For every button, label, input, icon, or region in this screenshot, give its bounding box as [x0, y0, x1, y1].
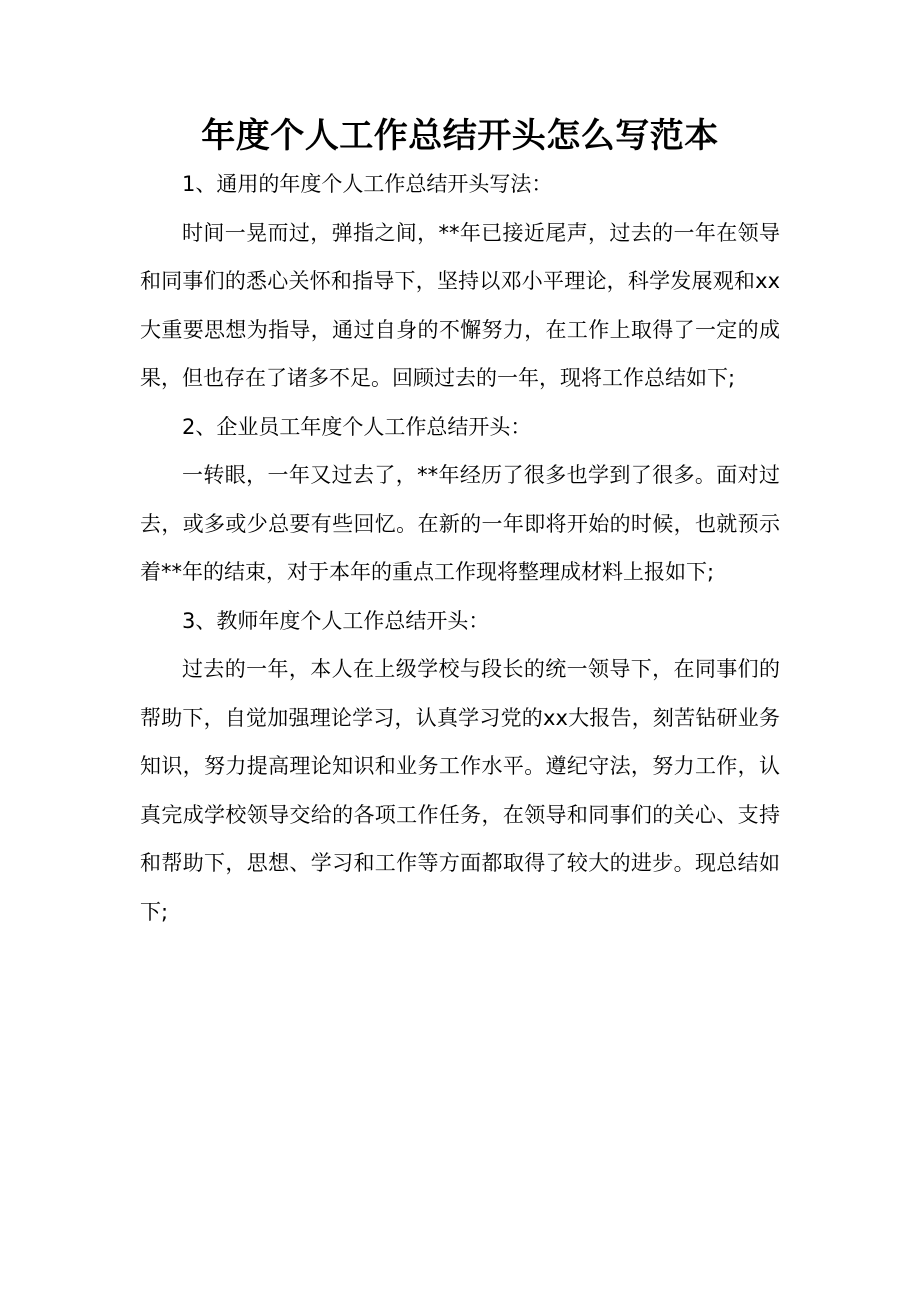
section-heading-2: 2、企业员工年度个人工作总结开头：	[182, 414, 532, 439]
paragraph-2: 一转眼，一年又过去了，**年经历了很多也学到了很多。面对过去，或多或少总要有些回忆。在新的一年即将开始的时候，也就预示着**年的结束，对于本年的重点工作现将整理成材料上报如下;	[140, 463, 780, 584]
paragraph-3: 过去的一年，本人在上级学校与段长的统一领导下，在同事们的帮助下，自觉加强理论学习，认真学习党的xx大报告，刻苦钻研业务知识，努力提高理论知识和业务工作水平。遵纪守法，努力工作，认真完成学校领导交给的各项工作任务，在领导和同事们的关心、支持和帮助下，思想、学习和工作等方面都取得了较大的进步。现总结如下;	[140, 657, 780, 924]
paragraph-1: 时间一晃而过，弹指之间，**年已接近尾声，过去的一年在领导和同事们的悉心关怀和指导下，坚持以邓小平理论，科学发展观和xx大重要思想为指导，通过自身的不懈努力，在工作上取得了一定的成果，但也存在了诸多不足。回顾过去的一年，现将工作总结如下;	[140, 220, 780, 390]
document-title: 年度个人工作总结开头怎么写范本	[201, 116, 719, 156]
section-heading-1: 1、通用的年度个人工作总结开头写法：	[182, 172, 553, 196]
document-body	[140, 160, 780, 936]
section-heading-3: 3、教师年度个人工作总结开头：	[182, 608, 490, 633]
